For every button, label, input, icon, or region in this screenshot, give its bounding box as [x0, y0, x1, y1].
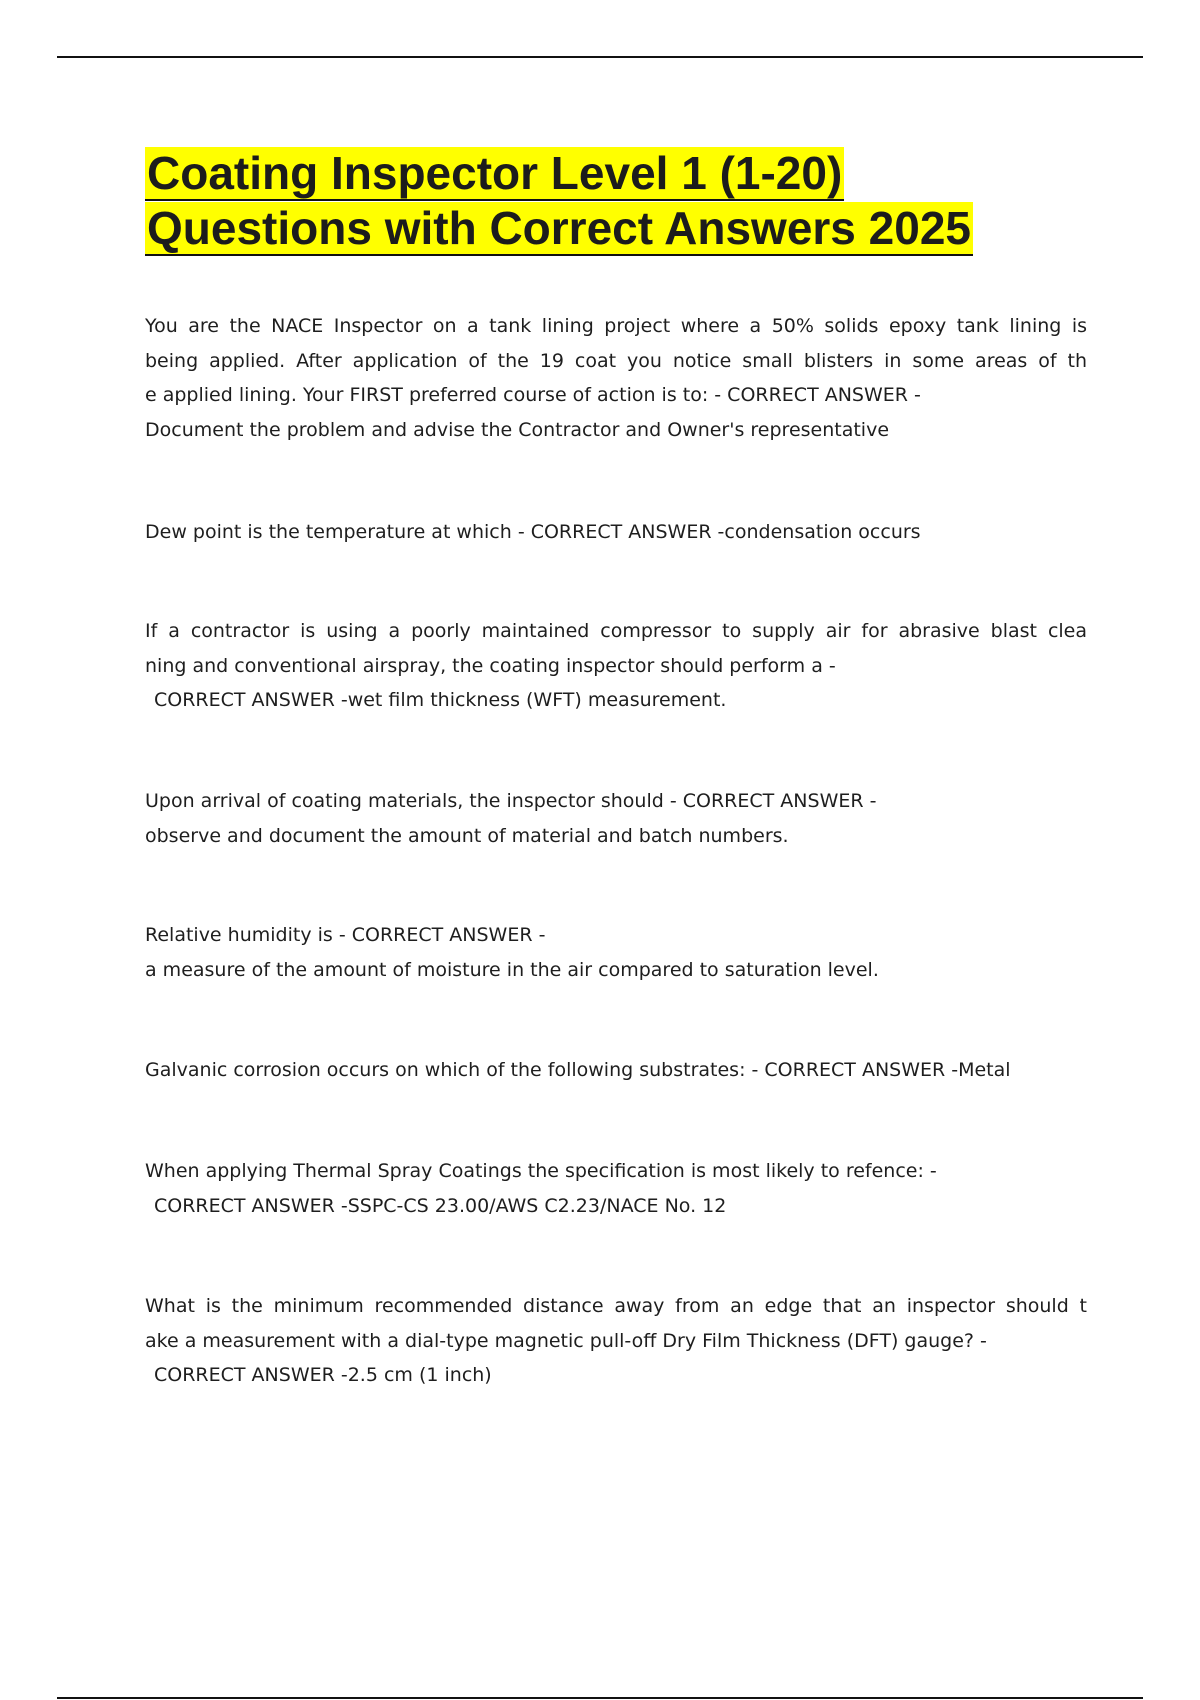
qa-line: CORRECT ANSWER -SSPC-CS 23.00/AWS C2.23/NACE No. 12 — [154, 1194, 727, 1217]
qa-line: What is the minimum recommended distance away from an edge that an inspector should t — [145, 1295, 1087, 1317]
qa-item-5 — [145, 918, 1087, 987]
qa-item-2 — [145, 515, 1087, 550]
qa-item-3 — [145, 614, 1087, 718]
qa-line: a measure of the amount of moisture in the air compared to saturation level. — [145, 958, 879, 981]
qa-line: Upon arrival of coating materials, the inspector should - CORRECT ANSWER - — [145, 790, 877, 812]
qa-line: ning and conventional airspray, the coating inspector should perform a - — [145, 654, 836, 677]
qa-line: Document the problem and advise the Contractor and Owner's representative — [145, 418, 890, 441]
qa-line: e applied lining. Your FIRST preferred course of action is to: - CORRECT ANSWER - — [145, 384, 921, 406]
qa-line: Dew point is the temperature at which - CORRECT ANSWER -condensation occurs — [145, 521, 921, 543]
qa-line: CORRECT ANSWER -wet film thickness (WFT) measurement. — [154, 689, 727, 711]
qa-line: You are the NACE Inspector on a tank lining project where a 50% solids epoxy tank lining is — [145, 315, 1087, 337]
qa-line: CORRECT ANSWER -2.5 cm (1 inch) — [154, 1364, 492, 1386]
qa-line: Relative humidity is - CORRECT ANSWER - — [145, 924, 546, 946]
qa-line: If a contractor is using a poorly maintained compressor to supply air for abrasive blast clea — [145, 620, 1087, 642]
qa-line: When applying Thermal Spray Coatings the specification is most likely to refence: - — [145, 1160, 937, 1182]
qa-item-1 — [145, 309, 1087, 447]
header-rule — [57, 56, 1143, 58]
qa-line: observe and document the amount of material and batch numbers. — [145, 824, 789, 847]
title-line-2: Questions with Correct Answers 2025 — [147, 202, 972, 254]
title-line-1: Coating Inspector Level 1 (1-20) — [147, 147, 843, 199]
qa-item-8 — [145, 1289, 1087, 1393]
qa-line: ake a measurement with a dial-type magnetic pull-off Dry Film Thickness (DFT) gauge? - — [145, 1329, 987, 1352]
page-title — [145, 146, 1105, 256]
footer-rule — [57, 1697, 1143, 1699]
qa-line: being applied. After application of the 19 coat you notice small blisters in some areas of th — [145, 349, 1087, 372]
qa-item-7 — [145, 1154, 1087, 1223]
qa-item-4 — [145, 784, 1087, 853]
qa-item-6 — [145, 1053, 1087, 1088]
qa-line: Galvanic corrosion occurs on which of the following substrates: - CORRECT ANSWER -Metal — [145, 1059, 1011, 1081]
